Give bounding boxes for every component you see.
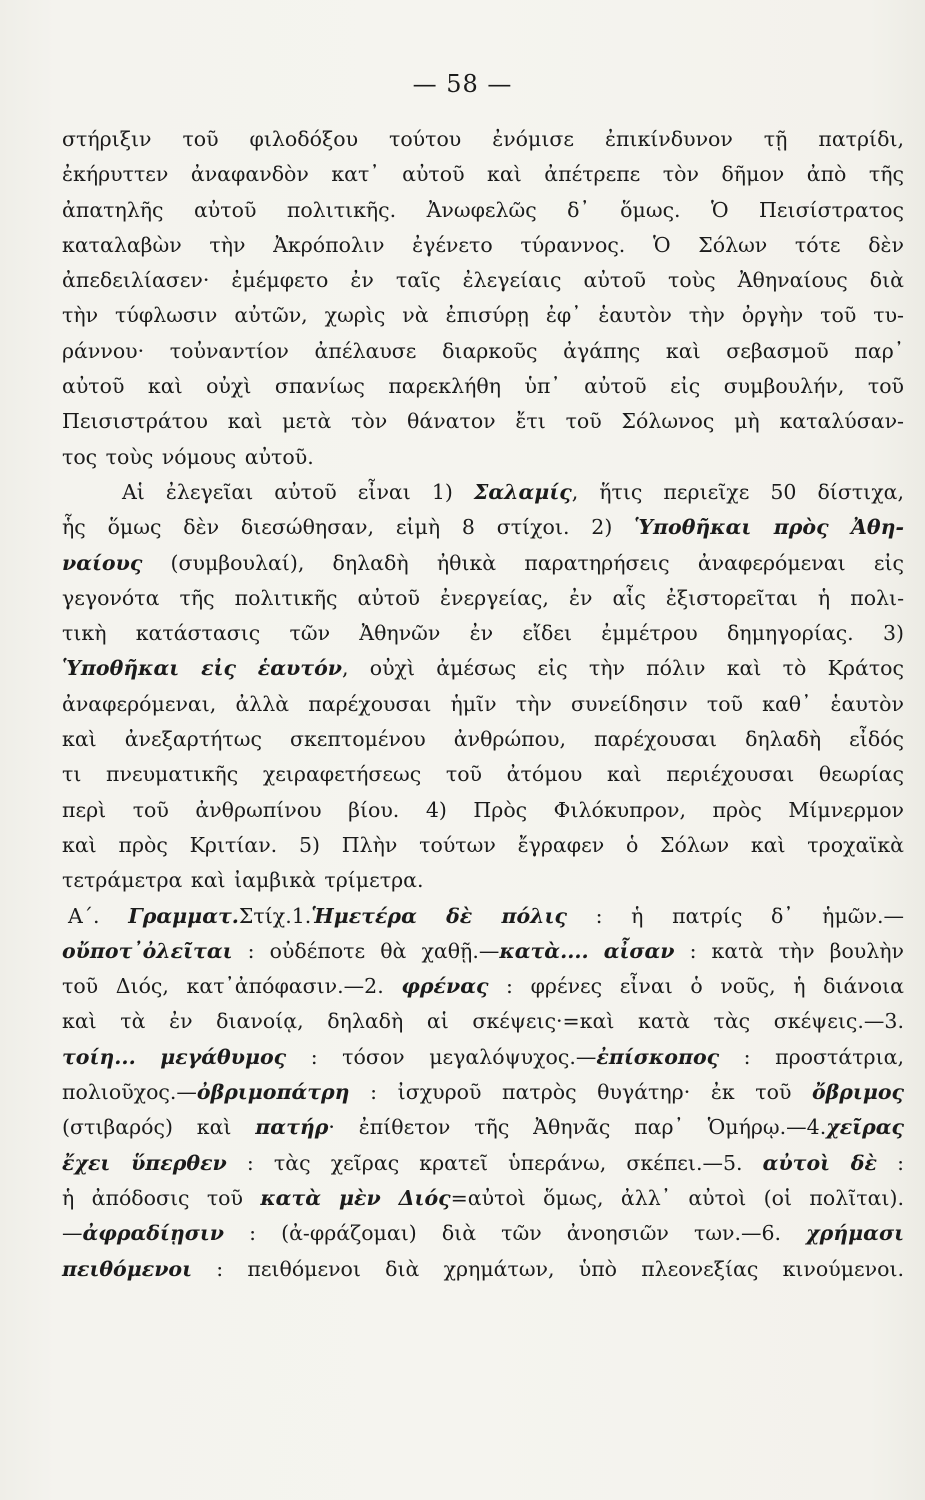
text-line: γεγονότα τῆς πολιτικῆς αὐτοῦ ἐνεργείας, ἐν αἷς ἐξιστορεῖται ἡ πολι- — [62, 585, 904, 610]
commentary-line: (στιβαρός) καὶ πατήρ· ἐπίθετον τῆς Ἀθηνᾶς παρ᾽ Ὁμήρῳ.—4.χεῖρας — [62, 1115, 904, 1140]
text-line: καὶ ἀνεξαρτήτως σκεπτομένου ἀνθρώπου, παρέχουσαι δηλαδὴ εἶδός — [62, 727, 904, 752]
text-line: ἧς ὅμως δὲν διεσώθησαν, εἰμὴ 8 στίχοι. 2) Ὑποθῆκαι πρὸς Ἀθη- — [62, 515, 904, 540]
commentary-line: τοῦ Διός, κατ᾽ἀπόφασιν.—2. φρένας : φρένες εἶναι ὁ νοῦς, ἡ διάνοια — [62, 974, 904, 999]
commentary-line: ἡ ἀπόδοσις τοῦ κατὰ μὲν Διός=αὐτοὶ ὅμως, ἀλλ᾽ αὐτοὶ (οἱ πολῖται). — [62, 1185, 904, 1210]
text-line: ἐκήρυττεν ἀναφανδὸν κατ᾽ αὐτοῦ καὶ ἀπέτρεπε τὸν δῆμον ἀπὸ τῆς — [62, 162, 904, 187]
text-line: στήριξιν τοῦ φιλοδόξου τούτου ἐνόμισε ἐπικίνδυνον τῇ πατρίδι, — [62, 127, 904, 151]
lemma: κατὰ μὲν Διός — [260, 1185, 451, 1210]
commentary-line: καὶ τὰ ἐν διανοίᾳ, δηλαδὴ αἱ σκέψεις·=καὶ κατὰ τὰς σκέψεις.—3. — [62, 1009, 904, 1034]
commentary-line: πειθόμενοι : πειθόμενοι διὰ χρημάτων, ὑπὸ πλεονεξίας κινούμενοι. — [62, 1256, 904, 1281]
lemma: ἐπίσκοπος — [596, 1044, 720, 1069]
text-line: τετράμετρα καὶ ἰαμβικὰ τρίμετρα. — [62, 868, 424, 893]
lemma: Γραμματ. — [128, 903, 239, 928]
text-line: τὴν τύφλωσιν αὐτῶν, χωρὶς νὰ ἐπισύρῃ ἐφ᾽ ἑαυτὸν τὴν ὀργὴν τοῦ τυ- — [62, 303, 904, 328]
text-line: καταλαβὼν τὴν Ἀκρόπολιν ἐγένετο τύραννος. Ὁ Σόλων τότε δὲν — [62, 232, 904, 257]
text-line: Πεισιστράτου καὶ μετὰ τὸν θάνατον ἔτι τοῦ Σόλωνος μὴ καταλύσαν- — [62, 409, 904, 434]
page-number: — 58 — — [412, 70, 513, 98]
text-line: τικὴ κατάστασις τῶν Ἀθηνῶν ἐν εἴδει ἐμμέτρου δημηγορίας. 3) — [62, 621, 904, 646]
lemma: οὔποτ᾽ὀλεῖται — [62, 938, 233, 963]
text-line: ἀναφερόμεναι, ἀλλὰ παρέχουσαι ἡμῖν τὴν συνείδησιν τοῦ καθ᾽ ἑαυτὸν — [62, 691, 904, 716]
text-line: τι πνευματικῆς χειραφετήσεως τοῦ ἀτόμου καὶ περιέχουσαι θεωρίας — [62, 762, 904, 787]
work-title: Ὑποθῆκαι πρὸς Ἀθη- — [634, 515, 904, 540]
text-line: ναίους (συμβουλαί), δηλαδὴ ἠθικὰ παρατηρήσεις ἀναφερόμεναι εἰς — [62, 550, 904, 575]
text-line: ἀπατηλῆς αὐτοῦ πολιτικῆς. Ἀνωφελῶς δ᾽ ὅμως. Ὁ Πεισίστρατος — [62, 197, 904, 222]
commentary-line: Α΄. Γραμματ.Στίχ.1.Ἡμετέρα δὲ πόλις : ἡ πατρίς δ᾽ ἡμῶν.— — [68, 903, 904, 928]
lemma: ἀφραδίῃσιν — [82, 1221, 224, 1246]
lemma: Ἡμετέρα δὲ πόλις — [311, 903, 567, 928]
lemma: αἶσαν — [603, 938, 675, 963]
lemma: τοίη... — [62, 1044, 136, 1069]
text-line: περὶ τοῦ ἀνθρωπίνου βίου. 4) Πρὸς Φιλόκυπρον, πρὸς Μίμνερμον — [62, 797, 904, 822]
lemma: πατήρ — [255, 1115, 329, 1140]
commentary-line: —ἀφραδίῃσιν : (ἀ-φράζομαι) διὰ τῶν ἀνοησιῶν των.—6. χρήμασι — [62, 1221, 904, 1246]
text-line: καὶ πρὸς Κριτίαν. 5) Πλὴν τούτων ἔγραφεν ὁ Σόλων καὶ τροχαϊκὰ — [62, 832, 904, 857]
lemma: πειθόμενοι — [62, 1256, 193, 1281]
lemma: φρένας — [401, 974, 489, 999]
text-line: Αἱ ἐλεγεῖαι αὐτοῦ εἶναι 1) Σαλαμίς, ἥτις περιεῖχε 50 δίστιχα, — [122, 479, 904, 504]
lemma: ὀβριμοπάτρη — [196, 1080, 350, 1105]
text-line: αὐτοῦ καὶ οὐχὶ σπανίως παρεκλήθη ὑπ᾽ αὐτοῦ εἰς συμβουλήν, τοῦ — [62, 374, 904, 399]
work-title: ναίους — [62, 550, 143, 575]
commentary-line: ἔχει ὕπερθεν : τὰς χεῖρας κρατεῖ ὑπεράνω, σκέπει.—5. αὐτοὶ δὲ : — [62, 1150, 904, 1175]
text-line: ἀπεδειλίασεν· ἐμέμφετο ἐν ταῖς ἐλεγείαις αὐτοῦ τοὺς Ἀθηναίους διὰ — [62, 268, 904, 293]
commentary-line: τοίη... μεγάθυμος : τόσον μεγαλόψυχος.—ἐπίσκοπος : προστάτρια, — [62, 1044, 904, 1069]
lemma: χεῖρας — [826, 1115, 904, 1140]
text-line: ράννου· τοὐναντίον ἀπέλαυσε διαρκοῦς ἀγάπης καὶ σεβασμοῦ παρ᾽ — [62, 338, 904, 363]
lemma: χρήμασι — [806, 1221, 904, 1246]
lemma: ὄβριμος — [812, 1080, 904, 1105]
commentary-line: πολιοῦχος.—ὀβριμοπάτρη : ἰσχυροῦ πατρὸς θυγάτηρ· ἐκ τοῦ ὄβριμος — [62, 1080, 904, 1105]
lemma: κατὰ.... — [499, 938, 589, 963]
lemma: μεγάθυμος — [160, 1044, 287, 1069]
text-line: Ὑποθῆκαι εἰς ἑαυτόν, οὐχὶ ἀμέσως εἰς τὴν πόλιν καὶ τὸ Κράτος — [62, 656, 904, 681]
text-line: τος τοὺς νόμους αὐτοῦ. — [62, 444, 314, 469]
work-title: Ὑποθῆκαι εἰς ἑαυτόν — [62, 656, 342, 681]
body-text — [62, 122, 904, 1287]
work-title: Σαλαμίς — [473, 479, 572, 504]
commentary-line: οὔποτ᾽ὀλεῖται : οὐδέποτε θὰ χαθῇ.—κατὰ.... αἶσαν : κατὰ τὴν βουλὴν — [62, 938, 905, 963]
lemma: ἔχει ὕπερθεν — [62, 1150, 227, 1175]
lemma: αὐτοὶ δὲ — [762, 1150, 877, 1175]
